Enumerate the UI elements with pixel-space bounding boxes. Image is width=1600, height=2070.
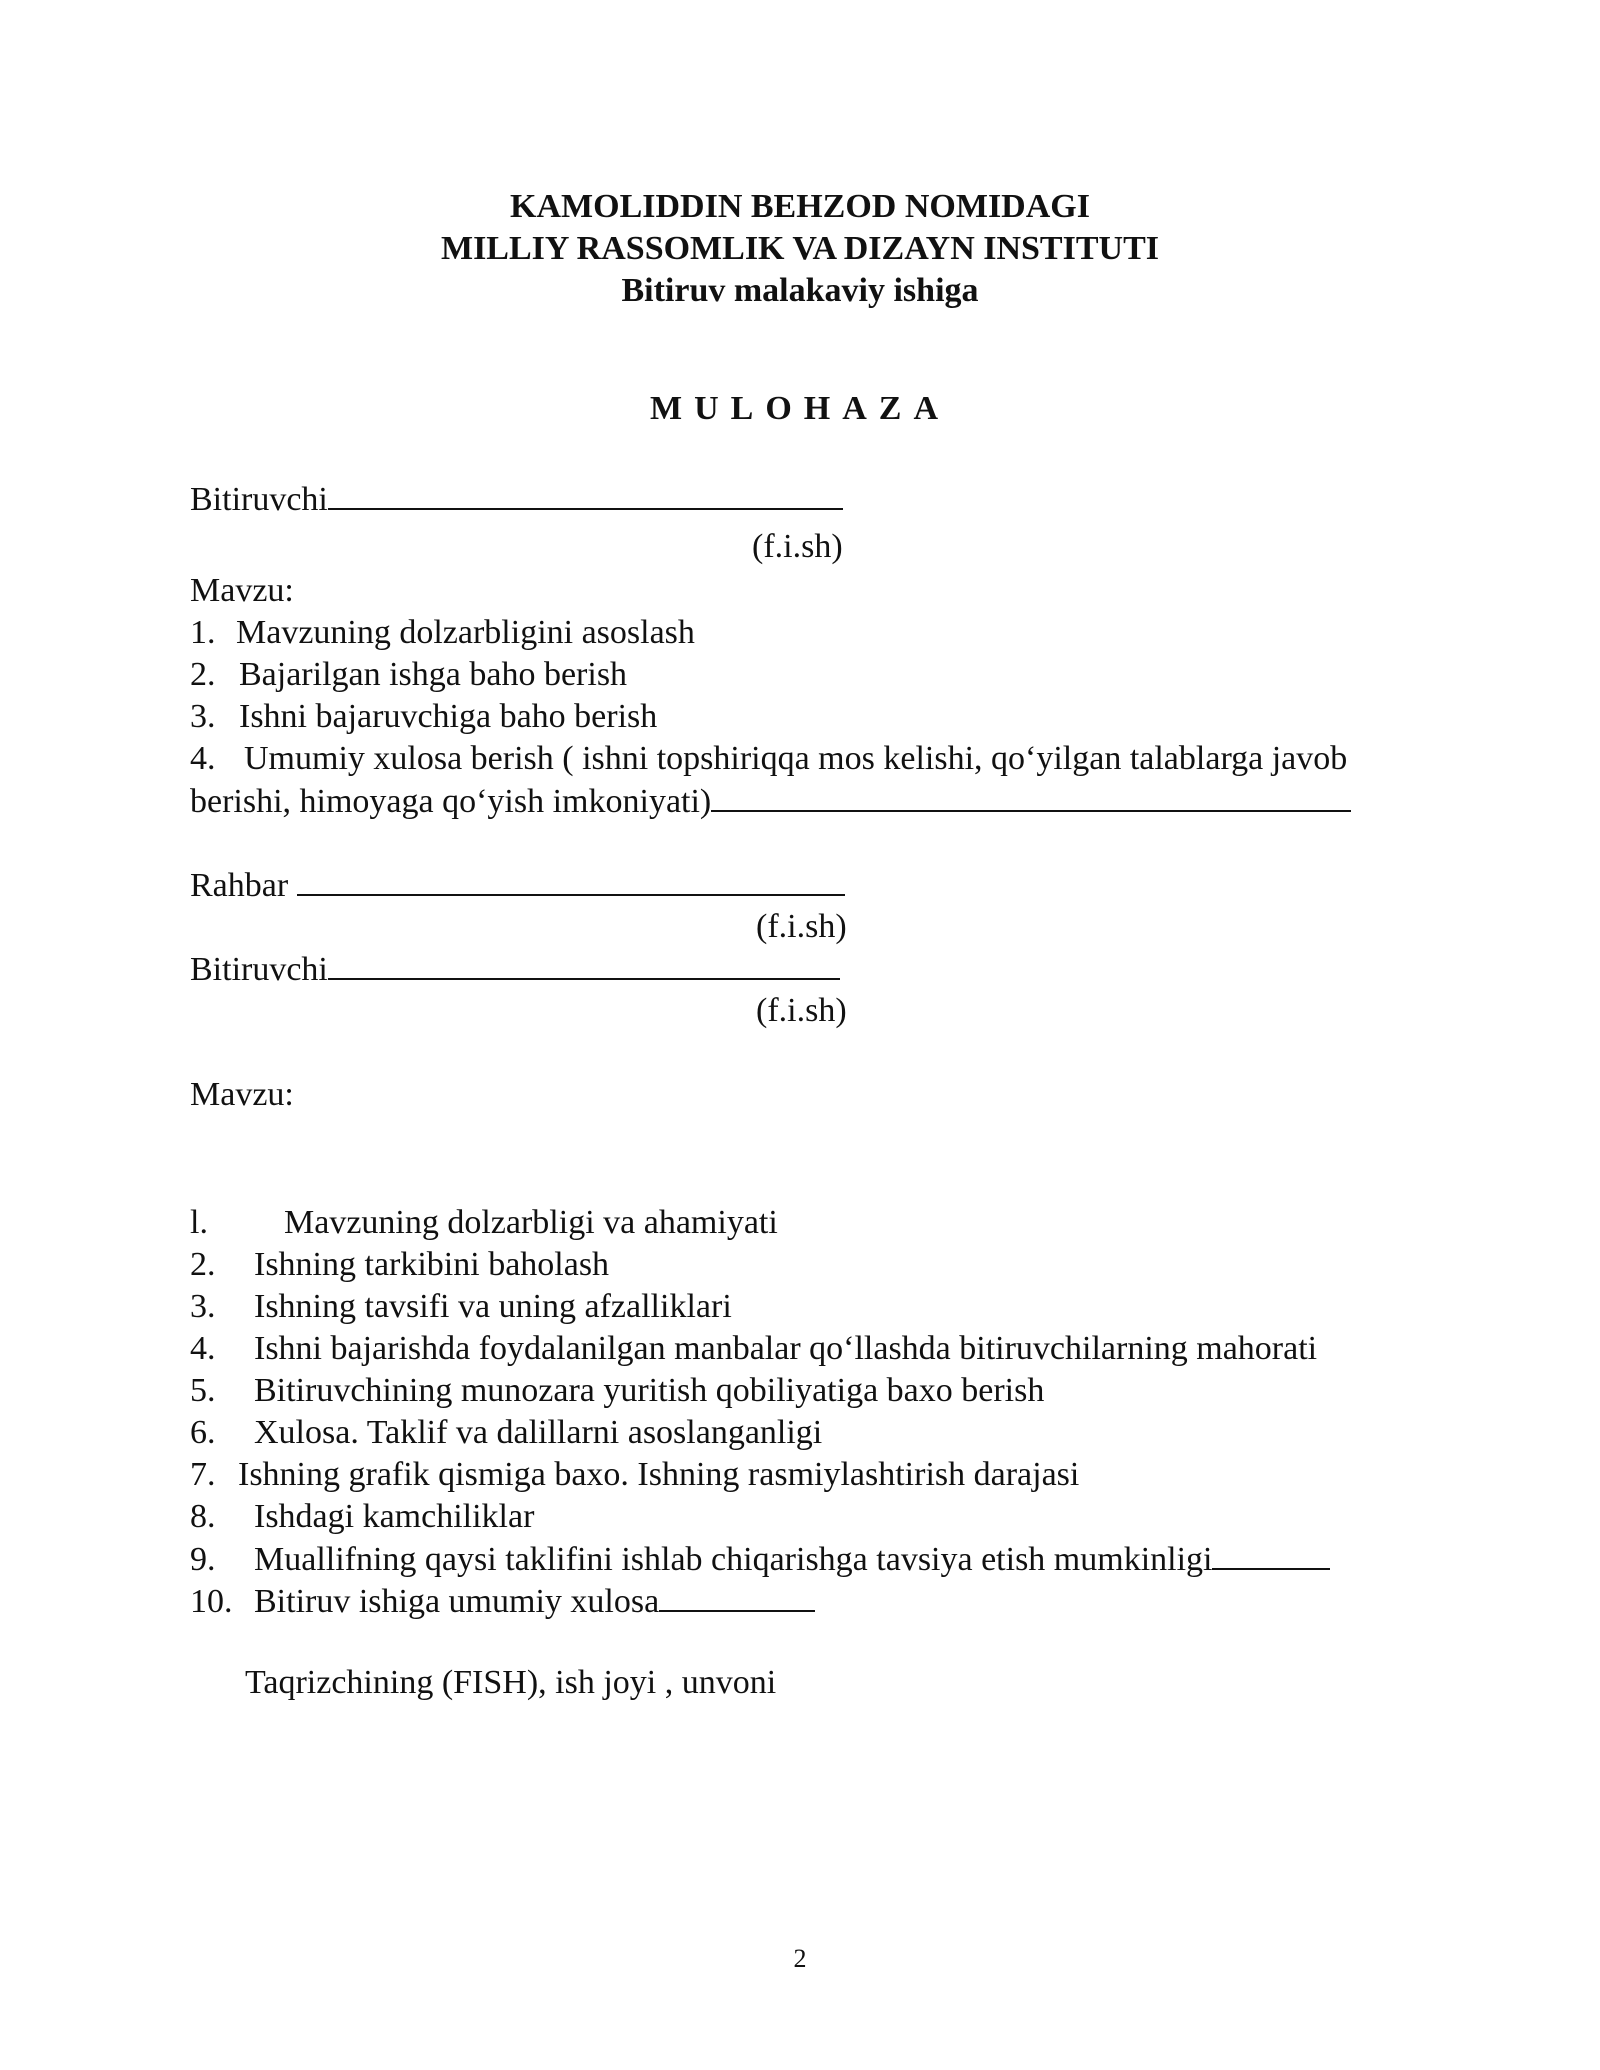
list-item: [190, 1244, 609, 1286]
graduate-label: Bitiruvchi: [190, 951, 328, 988]
list-item-number: 4.: [190, 1330, 216, 1367]
supervisor-name-blank[interactable]: [297, 864, 845, 896]
list-item-number: 9.: [190, 1541, 216, 1578]
list-item: [190, 1538, 1330, 1581]
graduate-row: [190, 948, 840, 991]
list-item-number: 5.: [190, 1372, 216, 1409]
topic-label: Mavzu:: [190, 1076, 294, 1113]
list-item-text: Ishning tarkibini baholash: [254, 1246, 610, 1283]
list-item-text: Ishning tavsifi va uning afzalliklari: [254, 1288, 732, 1325]
supervisor-label: Rahbar: [190, 867, 289, 904]
recommendation-blank[interactable]: [1212, 1538, 1330, 1570]
list-item-continuation: [190, 780, 1351, 823]
list-item-text: Ishdagi kamchiliklar: [254, 1498, 535, 1535]
list-item-text: Bitiruvchining munozara yuritish qobiliyatiga baxo berish: [254, 1372, 1045, 1409]
topic-label: Mavzu:: [190, 572, 294, 609]
list-item: [190, 1370, 1044, 1412]
list-item-text: Mavzuning dolzarbligi va ahamiyati: [284, 1204, 778, 1241]
list-item-number: 2.: [190, 656, 216, 693]
fish-note: (f.i.sh): [756, 908, 847, 945]
list-item-number: 7.: [190, 1456, 216, 1493]
graduate-name-blank[interactable]: [328, 948, 840, 980]
list-item: [190, 1202, 778, 1244]
list-item: [190, 1328, 1317, 1370]
overall-conclusion-blank[interactable]: [659, 1580, 815, 1612]
header-line-3: Bitiruv malakaviy ishiga: [621, 272, 979, 309]
list-item: [190, 1286, 732, 1328]
list-item-text: Bitiruv ishiga umumiy xulosa: [254, 1583, 660, 1620]
list-item: [190, 654, 627, 696]
document-title: MULOHAZA: [650, 390, 950, 427]
list-item-text: Ishning grafik qismiga baxo. Ishning rasmiylashtirish darajasi: [238, 1456, 1080, 1493]
supervisor-row: [190, 864, 845, 907]
list-item-number: 1.: [190, 614, 216, 651]
header-line-2: MILLIY RASSOMLIK VA DIZAYN INSTITUTI: [440, 230, 1159, 267]
list-item-text: Bajarilgan ishga baho berish: [239, 656, 628, 693]
list-item-text: Muallifning qaysi taklifini ishlab chiqarishga tavsiya etish mumkinligi: [254, 1541, 1213, 1578]
list-item: [190, 696, 657, 738]
reviewer-line: Taqrizchining (FISH), ish joyi , unvoni: [245, 1664, 777, 1701]
list-item-text: Mavzuning dolzarbligini asoslash: [236, 614, 695, 651]
list-item: [190, 738, 1347, 780]
graduate-name-blank[interactable]: [328, 478, 843, 510]
list-item-number: l.: [190, 1204, 208, 1241]
header-line-1: KAMOLIDDIN BEHZOD NOMIDAGI: [510, 188, 1090, 225]
fish-note: (f.i.sh): [752, 528, 843, 565]
list-item-text: Xulosa. Taklif va dalillarni asoslanganligi: [254, 1414, 823, 1451]
list-item-number: 3.: [190, 698, 216, 735]
list-item: [190, 612, 695, 654]
list-item-text: Umumiy xulosa berish ( ishni topshiriqqa mos kelishi, qo‘yilgan talablarga javob: [244, 740, 1348, 777]
list-item: [190, 1580, 815, 1623]
list-item-number: 8.: [190, 1498, 216, 1535]
list-item-number: 3.: [190, 1288, 216, 1325]
list-item-number: 10.: [190, 1583, 233, 1620]
list-item: [190, 1496, 534, 1538]
graduate-row: [190, 478, 843, 521]
list-item-number: 2.: [190, 1246, 216, 1283]
list-item-text: Ishni bajarishda foydalanilgan manbalar qo‘llashda bitiruvchilarning mahorati: [254, 1330, 1318, 1367]
list-item-text: berishi, himoyaga qo‘yish imkoniyati): [190, 783, 712, 820]
list-item: [190, 1454, 1079, 1496]
list-item-number: 6.: [190, 1414, 216, 1451]
list-item-number: 4.: [190, 740, 216, 777]
graduate-label: Bitiruvchi: [190, 481, 328, 518]
conclusion-blank[interactable]: [711, 780, 1351, 812]
fish-note: (f.i.sh): [756, 992, 847, 1029]
institution-header: [0, 186, 1600, 312]
list-item-text: Ishni bajaruvchiga baho berish: [239, 698, 658, 735]
page-number: 2: [793, 1944, 807, 1973]
list-item: [190, 1412, 822, 1454]
